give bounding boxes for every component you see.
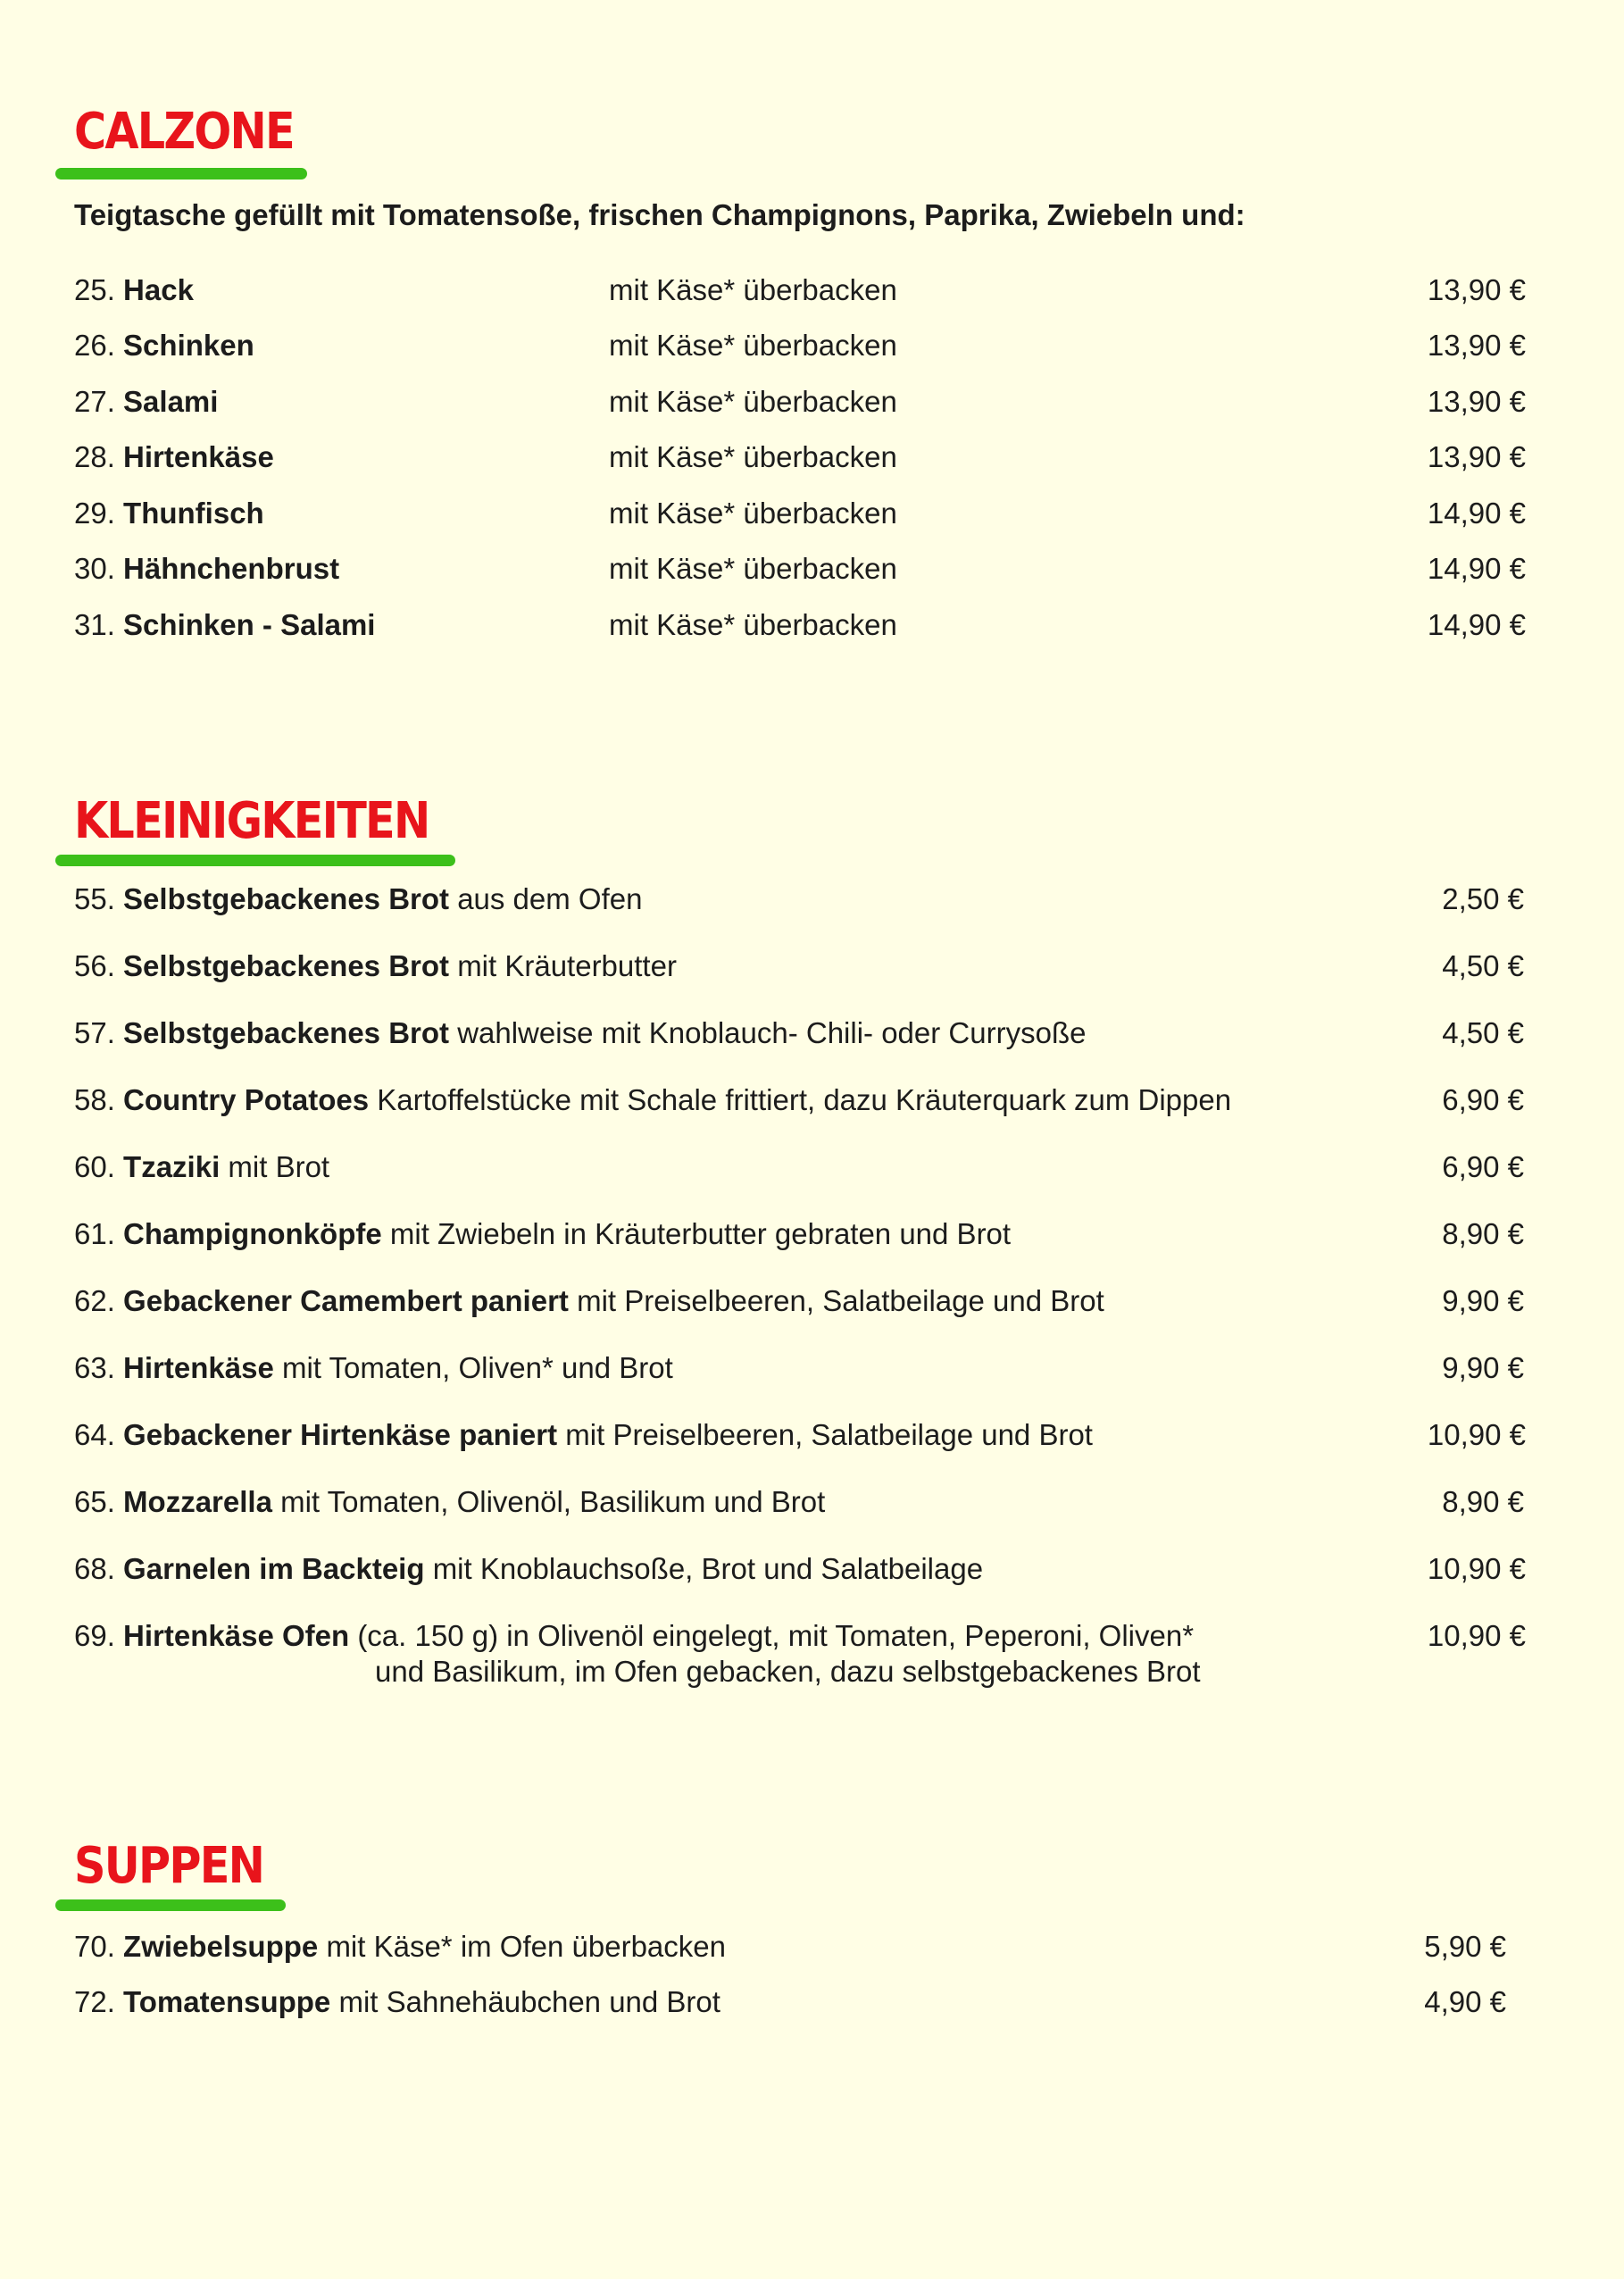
section-title: SUPPEN: [74, 1837, 264, 1895]
menu-item-price: 6,90 €: [1442, 1150, 1524, 1183]
menu-item: 61. Champignonköpfe mit Zwiebeln in Kräuterbutter gebraten und Brot: [74, 1217, 1012, 1250]
menu-item-desc-continued: und Basilikum, im Ofen gebacken, dazu selbstgebackenes Brot: [375, 1655, 1201, 1688]
menu-item-price: 13,90 €: [1427, 385, 1526, 418]
menu-item: 64. Gebackener Hirtenkäse paniert mit Preiselbeeren, Salatbeilage und Brot: [74, 1418, 1093, 1451]
menu-item-price: 14,90 €: [1427, 608, 1526, 641]
menu-item-price: 10,90 €: [1427, 1619, 1526, 1652]
heading-underline: [55, 1899, 286, 1911]
menu-item-price: 8,90 €: [1442, 1217, 1524, 1250]
menu-item-desc: mit Käse* überbacken: [609, 440, 897, 473]
section-calzone-heading: [74, 103, 323, 161]
menu-item: 58. Country Potatoes Kartoffelstücke mit Schale frittiert, dazu Kräuterquark zum Dippen: [74, 1083, 1232, 1116]
menu-item-desc: mit Käse* überbacken: [609, 273, 897, 306]
menu-item: 28. Hirtenkäse: [74, 440, 274, 473]
heading-underline: [55, 168, 307, 179]
menu-item: 62. Gebackener Camembert paniert mit Preiselbeeren, Salatbeilage und Brot: [74, 1284, 1104, 1317]
menu-item-price: 4,50 €: [1442, 1016, 1524, 1049]
calzone-intro: Teigtasche gefüllt mit Tomatensoße, frischen Champignons, Paprika, Zwiebeln und:: [74, 198, 1245, 231]
menu-item-price: 14,90 €: [1427, 552, 1526, 585]
menu-item: 65. Mozzarella mit Tomaten, Olivenöl, Basilikum und Brot: [74, 1485, 826, 1518]
menu-item: 57. Selbstgebackenes Brot wahlweise mit Knoblauch- Chili- oder Currysoße: [74, 1016, 1087, 1049]
section-title: CALZONE: [74, 103, 294, 161]
menu-item: 27. Salami: [74, 385, 219, 418]
menu-item: 63. Hirtenkäse mit Tomaten, Oliven* und Brot: [74, 1351, 673, 1384]
menu-item-desc: mit Käse* überbacken: [609, 552, 897, 585]
menu-item-desc: mit Käse* überbacken: [609, 385, 897, 418]
menu-item: 29. Thunfisch: [74, 497, 264, 530]
heading-underline: [55, 855, 455, 866]
menu-item-price: 6,90 €: [1442, 1083, 1524, 1116]
menu-item-price: 5,90 €: [1424, 1930, 1506, 1963]
menu-item-price: 4,90 €: [1424, 1985, 1506, 2018]
menu-item-price: 13,90 €: [1427, 440, 1526, 473]
menu-item-price: 14,90 €: [1427, 497, 1526, 530]
menu-item: 30. Hähnchenbrust: [74, 552, 340, 585]
menu-item-price: 13,90 €: [1427, 329, 1526, 362]
menu-item-price: 10,90 €: [1427, 1552, 1526, 1585]
menu-item: 25. Hack: [74, 273, 194, 306]
section-suppen-heading: [74, 1837, 289, 1895]
menu-item-price: 4,50 €: [1442, 949, 1524, 982]
menu-item: 70. Zwiebelsuppe mit Käse* im Ofen überbacken: [74, 1930, 726, 1963]
menu-item-price: 13,90 €: [1427, 273, 1526, 306]
menu-item-price: 9,90 €: [1442, 1284, 1524, 1317]
menu-item: 69. Hirtenkäse Ofen (ca. 150 g) in Olivenöl eingelegt, mit Tomaten, Peperoni, Oliven*: [74, 1619, 1195, 1652]
menu-item-desc: mit Käse* überbacken: [609, 497, 897, 530]
menu-item: 56. Selbstgebackenes Brot mit Kräuterbutter: [74, 949, 677, 982]
menu-item: 55. Selbstgebackenes Brot aus dem Ofen: [74, 882, 643, 915]
menu-item: 60. Tzaziki mit Brot: [74, 1150, 330, 1183]
section-title: KLEINIGKEITEN: [74, 792, 429, 850]
section-kleinigkeiten-heading: [74, 792, 478, 850]
menu-item-price: 8,90 €: [1442, 1485, 1524, 1518]
menu-item-price: 2,50 €: [1442, 882, 1524, 915]
menu-item: 68. Garnelen im Backteig mit Knoblauchsoße, Brot und Salatbeilage: [74, 1552, 984, 1585]
menu-item: 26. Schinken: [74, 329, 254, 362]
menu-item-price: 10,90 €: [1427, 1418, 1526, 1451]
menu-item-desc: mit Käse* überbacken: [609, 329, 897, 362]
menu-item-price: 9,90 €: [1442, 1351, 1524, 1384]
menu-item: 31. Schinken - Salami: [74, 608, 376, 641]
menu-item-desc: mit Käse* überbacken: [609, 608, 897, 641]
menu-item: 72. Tomatensuppe mit Sahnehäubchen und Brot: [74, 1985, 720, 2018]
